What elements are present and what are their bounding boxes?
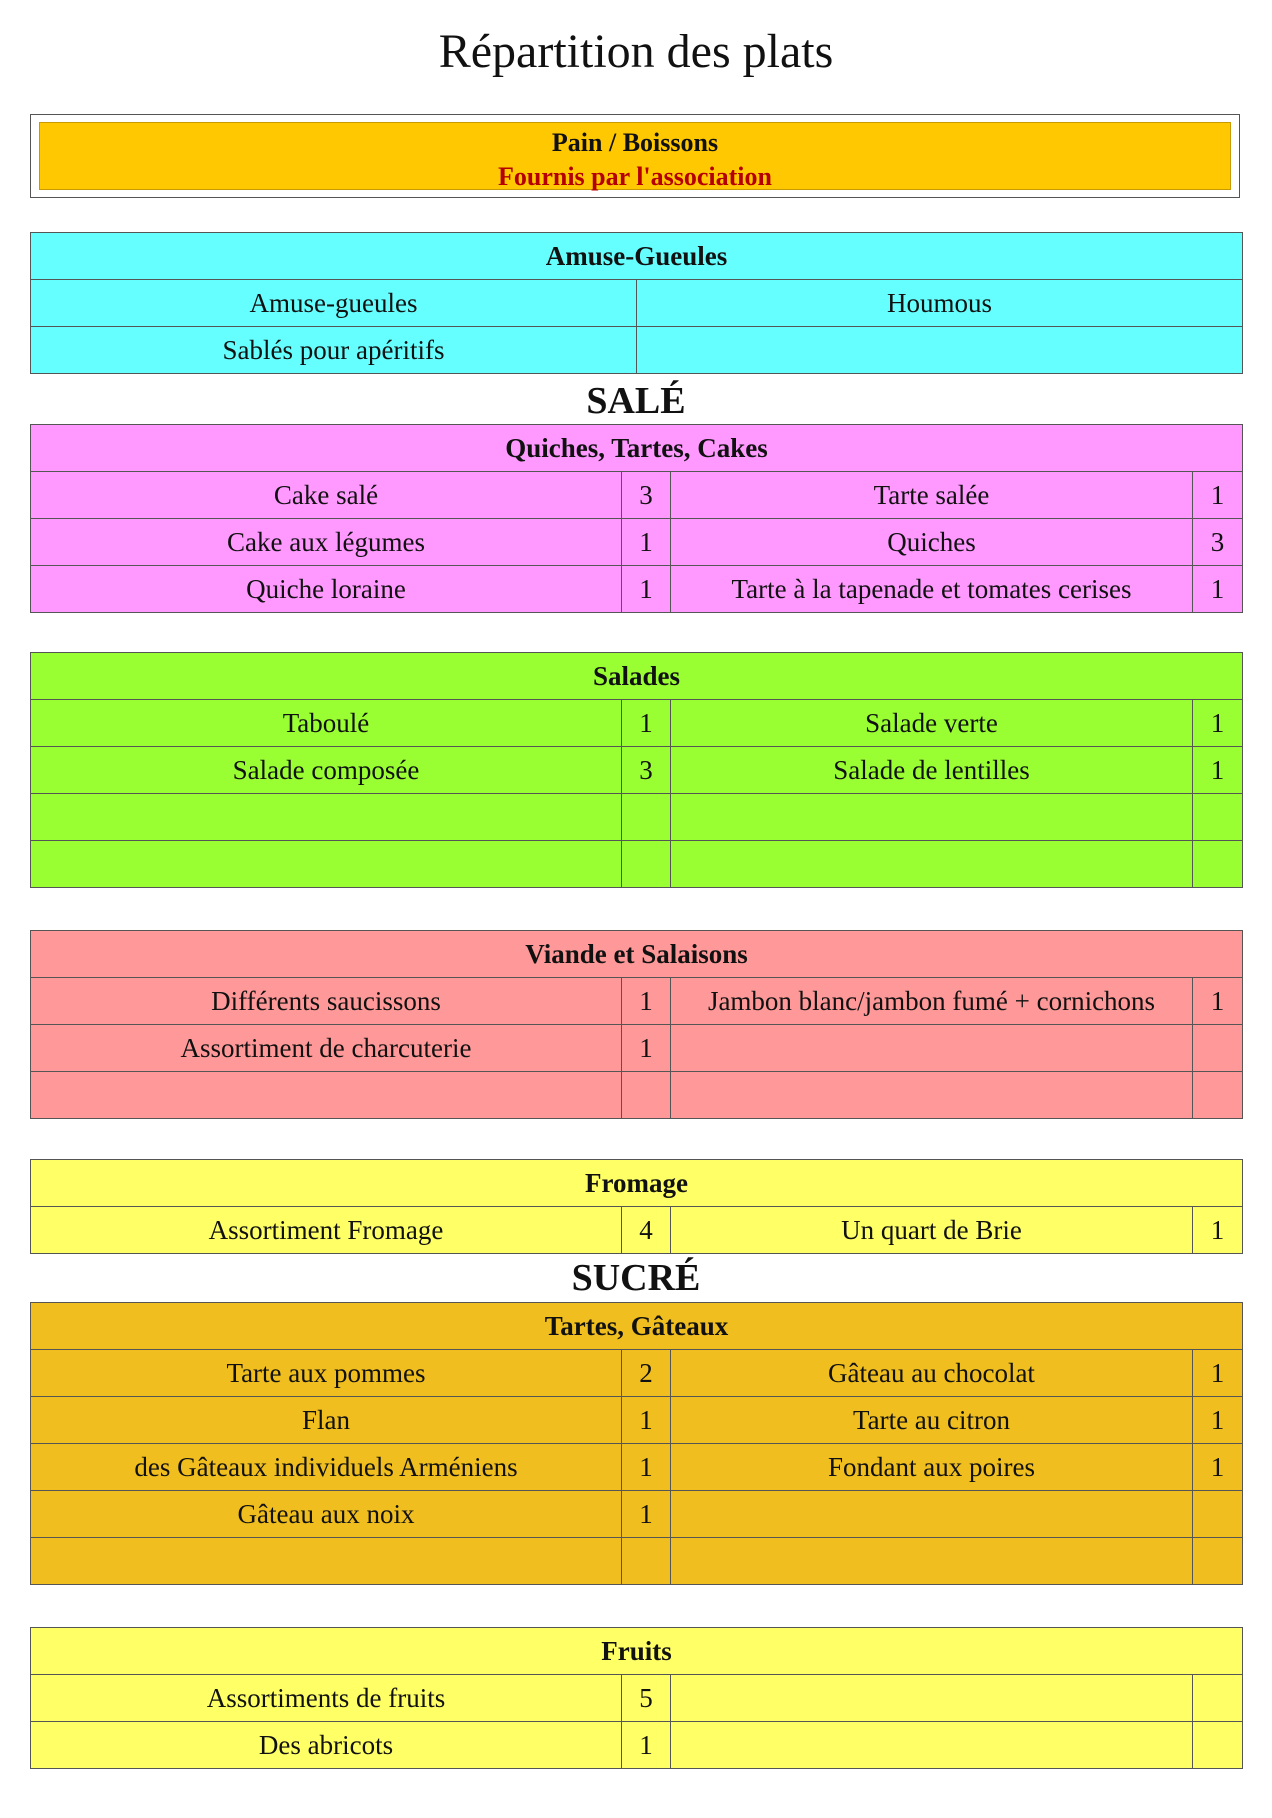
- dish-name: Tarte à la tapenade et tomates cerises: [671, 566, 1193, 613]
- dish-name: Salade de lentilles: [671, 747, 1193, 794]
- table-row: [31, 794, 1243, 841]
- dish-count: 1: [622, 1491, 671, 1538]
- bread-drinks-banner: [30, 114, 1240, 198]
- dish-name: [31, 1538, 622, 1585]
- table-row: [31, 566, 1243, 613]
- dish-count: 1: [1193, 1207, 1243, 1254]
- table-row: [31, 1397, 1243, 1444]
- section-header: Fruits: [31, 1628, 1243, 1675]
- dish-name: des Gâteaux individuels Arméniens: [31, 1444, 622, 1491]
- dish-name: Gâteau au chocolat: [671, 1350, 1193, 1397]
- dish-name: Salade verte: [671, 700, 1193, 747]
- dish-count: [1193, 794, 1243, 841]
- dish-count: 1: [622, 1025, 671, 1072]
- dish-count: 1: [622, 519, 671, 566]
- table-row: [31, 327, 1243, 374]
- dish-name: Assortiments de fruits: [31, 1675, 622, 1722]
- dish-name: Houmous: [637, 280, 1243, 327]
- section-header: Amuse-Gueules: [31, 233, 1243, 280]
- dish-name: Fondant aux poires: [671, 1444, 1193, 1491]
- sucre-heading: SUCRÉ: [571, 1257, 701, 1299]
- dish-count: 1: [1193, 566, 1243, 613]
- dish-name: [31, 841, 622, 888]
- table-row: [31, 841, 1243, 888]
- dish-count: 3: [622, 747, 671, 794]
- gateaux-table: [30, 1302, 1243, 1585]
- table-row: [31, 1538, 1243, 1585]
- dish-count: [622, 794, 671, 841]
- dish-count: [622, 1072, 671, 1119]
- dish-name: Quiche loraine: [31, 566, 622, 613]
- dish-name: [31, 1072, 622, 1119]
- table-row: [31, 1350, 1243, 1397]
- dish-count: [1193, 1025, 1243, 1072]
- dish-name: [671, 1722, 1193, 1769]
- banner-box: [39, 122, 1231, 190]
- table-row: [31, 519, 1243, 566]
- salades-table: [30, 652, 1243, 888]
- table-row: [31, 1491, 1243, 1538]
- dish-name: Taboulé: [31, 700, 622, 747]
- dish-count: 4: [622, 1207, 671, 1254]
- dish-name: Sablés pour apéritifs: [31, 327, 637, 374]
- table-row: [31, 1444, 1243, 1491]
- dish-count: [1193, 1675, 1243, 1722]
- dish-count: 3: [1193, 519, 1243, 566]
- dish-name: Salade composée: [31, 747, 622, 794]
- dish-name: [671, 1025, 1193, 1072]
- table-row: [31, 747, 1243, 794]
- dish-name: Assortiment Fromage: [31, 1207, 622, 1254]
- dish-name: Quiches: [671, 519, 1193, 566]
- fromage-table: [30, 1159, 1243, 1254]
- dish-count: [1193, 1538, 1243, 1585]
- dish-count: 3: [622, 472, 671, 519]
- quiches-table: [30, 424, 1243, 613]
- dish-name: [671, 1538, 1193, 1585]
- sale-heading: SALÉ: [586, 380, 686, 422]
- dish-name: Des abricots: [31, 1722, 622, 1769]
- dish-name: [671, 794, 1193, 841]
- section-header: Tartes, Gâteaux: [31, 1303, 1243, 1350]
- dish-name: [31, 794, 622, 841]
- dish-count: [622, 1538, 671, 1585]
- table-row: [31, 1675, 1243, 1722]
- dish-name: Un quart de Brie: [671, 1207, 1193, 1254]
- dish-count: 1: [1193, 1350, 1243, 1397]
- dish-count: 1: [1193, 1444, 1243, 1491]
- dish-count: [1193, 1722, 1243, 1769]
- table-row: [31, 978, 1243, 1025]
- section-header: Fromage: [31, 1160, 1243, 1207]
- table-row: [31, 700, 1243, 747]
- dish-count: 1: [1193, 978, 1243, 1025]
- dish-count: 2: [622, 1350, 671, 1397]
- dish-name: [671, 841, 1193, 888]
- viande-table: [30, 930, 1243, 1119]
- dish-name: Cake salé: [31, 472, 622, 519]
- dish-name: Tarte aux pommes: [31, 1350, 622, 1397]
- banner-title: Pain / Boissons: [551, 128, 719, 157]
- dish-name: Assortiment de charcuterie: [31, 1025, 622, 1072]
- dish-count: 1: [622, 700, 671, 747]
- banner-subtitle: Fournis par l'association: [497, 162, 772, 191]
- dish-name: Jambon blanc/jambon fumé + cornichons: [671, 978, 1193, 1025]
- dish-name: Différents saucissons: [31, 978, 622, 1025]
- page-title: Répartition des plats: [438, 25, 834, 78]
- section-header: Viande et Salaisons: [31, 931, 1243, 978]
- dish-count: 1: [622, 1397, 671, 1444]
- table-row: [31, 1025, 1243, 1072]
- table-row: [31, 1072, 1243, 1119]
- dish-count: 1: [1193, 747, 1243, 794]
- dish-name: [671, 1675, 1193, 1722]
- dish-name: Tarte au citron: [671, 1397, 1193, 1444]
- dish-name: [637, 327, 1243, 374]
- dish-count: 1: [1193, 472, 1243, 519]
- dish-count: 1: [622, 1444, 671, 1491]
- dish-count: 1: [1193, 700, 1243, 747]
- dish-name: [671, 1491, 1193, 1538]
- table-row: [31, 1207, 1243, 1254]
- section-header: Quiches, Tartes, Cakes: [31, 425, 1243, 472]
- dish-name: Amuse-gueules: [31, 280, 637, 327]
- dish-count: [1193, 1072, 1243, 1119]
- dish-name: [671, 1072, 1193, 1119]
- fruits-table: [30, 1627, 1243, 1769]
- amuse-gueules-table: [30, 232, 1243, 374]
- dish-count: 1: [622, 978, 671, 1025]
- dish-name: Flan: [31, 1397, 622, 1444]
- dish-name: Cake aux légumes: [31, 519, 622, 566]
- dish-count: 1: [1193, 1397, 1243, 1444]
- dish-name: Gâteau aux noix: [31, 1491, 622, 1538]
- dish-count: [1193, 841, 1243, 888]
- dish-count: 1: [622, 1722, 671, 1769]
- table-row: [31, 1722, 1243, 1769]
- table-row: [31, 472, 1243, 519]
- dish-count: [1193, 1491, 1243, 1538]
- dish-name: Tarte salée: [671, 472, 1193, 519]
- section-header: Salades: [31, 653, 1243, 700]
- dish-count: [622, 841, 671, 888]
- dish-count: 5: [622, 1675, 671, 1722]
- table-row: [31, 280, 1243, 327]
- dish-count: 1: [622, 566, 671, 613]
